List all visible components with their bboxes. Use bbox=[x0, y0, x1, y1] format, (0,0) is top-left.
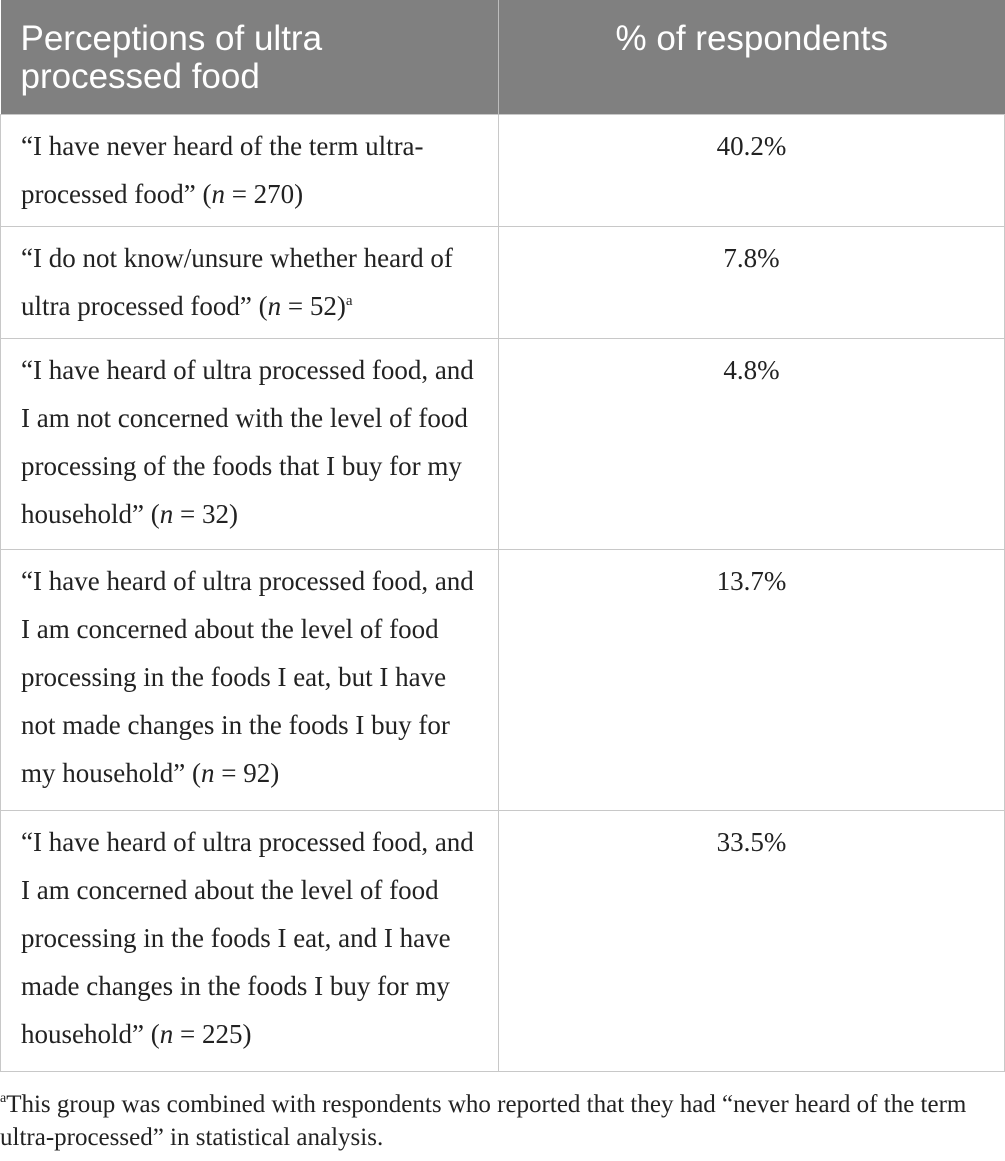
statement-cell: “I have heard of ultra processed food, and I am concerned about the level of food processing in the foods I eat, but I have not made changes in the foods I buy for my household” (n = 92) bbox=[1, 550, 499, 811]
n-value: = 52) bbox=[281, 291, 346, 321]
footnote-text: This group was combined with respondents who reported that they had “never heard of the term ultra-processed” in statistical analysis. bbox=[0, 1091, 967, 1151]
footnote-marker: a bbox=[345, 293, 353, 309]
header-percent: % of respondents bbox=[499, 0, 1005, 115]
percent-cell: 40.2% bbox=[499, 115, 1005, 227]
statement-text: “I do not know/unsure whether heard of ultra processed food” bbox=[21, 243, 453, 321]
table-row bbox=[1, 550, 1005, 811]
table-row bbox=[1, 339, 1005, 550]
n-value: = 32) bbox=[173, 499, 238, 529]
n-label: n bbox=[159, 1019, 174, 1049]
percent-cell: 7.8% bbox=[499, 227, 1005, 339]
n-label: n bbox=[267, 291, 282, 321]
statement-cell: “I have heard of ultra processed food, and I am concerned about the level of food processing in the foods I eat, and I have made changes in the foods I buy for my household” (n = 225) bbox=[1, 811, 499, 1072]
n-value: = 225) bbox=[173, 1019, 252, 1049]
n-label: n bbox=[159, 499, 174, 529]
footnote-marker: a bbox=[0, 1091, 7, 1106]
table-row bbox=[1, 227, 1005, 339]
statement-text: “I have heard of ultra processed food, and I am concerned about the level of food processing in the foods I eat, and I have made changes in the foods I buy for my household” bbox=[21, 827, 474, 1049]
table-header-row bbox=[1, 0, 1005, 115]
n-label: n bbox=[200, 758, 215, 788]
statement-cell: “I have never heard of the term ultra-processed food” (n = 270) bbox=[1, 115, 499, 227]
table-row bbox=[1, 115, 1005, 227]
statement-text: “I have never heard of the term ultra-processed food” bbox=[21, 131, 424, 209]
n-value: = 92) bbox=[214, 758, 280, 788]
percent-cell: 4.8% bbox=[499, 339, 1005, 550]
n-value: = 270) bbox=[224, 179, 304, 209]
statement-cell: “I do not know/unsure whether heard of ultra processed food” (n = 52)$^a$ bbox=[1, 227, 499, 339]
statement-text: “I have heard of ultra processed food, and I am not concerned with the level of food processing of the foods that I buy for my household” bbox=[21, 355, 474, 529]
statement-text: “I have heard of ultra processed food, and I am concerned about the level of food processing in the foods I eat, but I have not made changes in the foods I buy for my household” bbox=[21, 566, 474, 788]
table-footnote bbox=[0, 1088, 1004, 1154]
percent-cell: 33.5% bbox=[499, 811, 1005, 1072]
n-label: n bbox=[211, 179, 225, 209]
header-perceptions: Perceptions of ultra processed food bbox=[1, 0, 499, 115]
percent-cell: 13.7% bbox=[499, 550, 1005, 811]
statement-cell: “I have heard of ultra processed food, and I am not concerned with the level of food processing of the foods that I buy for my household” (n = 32) bbox=[1, 339, 499, 550]
table-row bbox=[1, 811, 1005, 1072]
